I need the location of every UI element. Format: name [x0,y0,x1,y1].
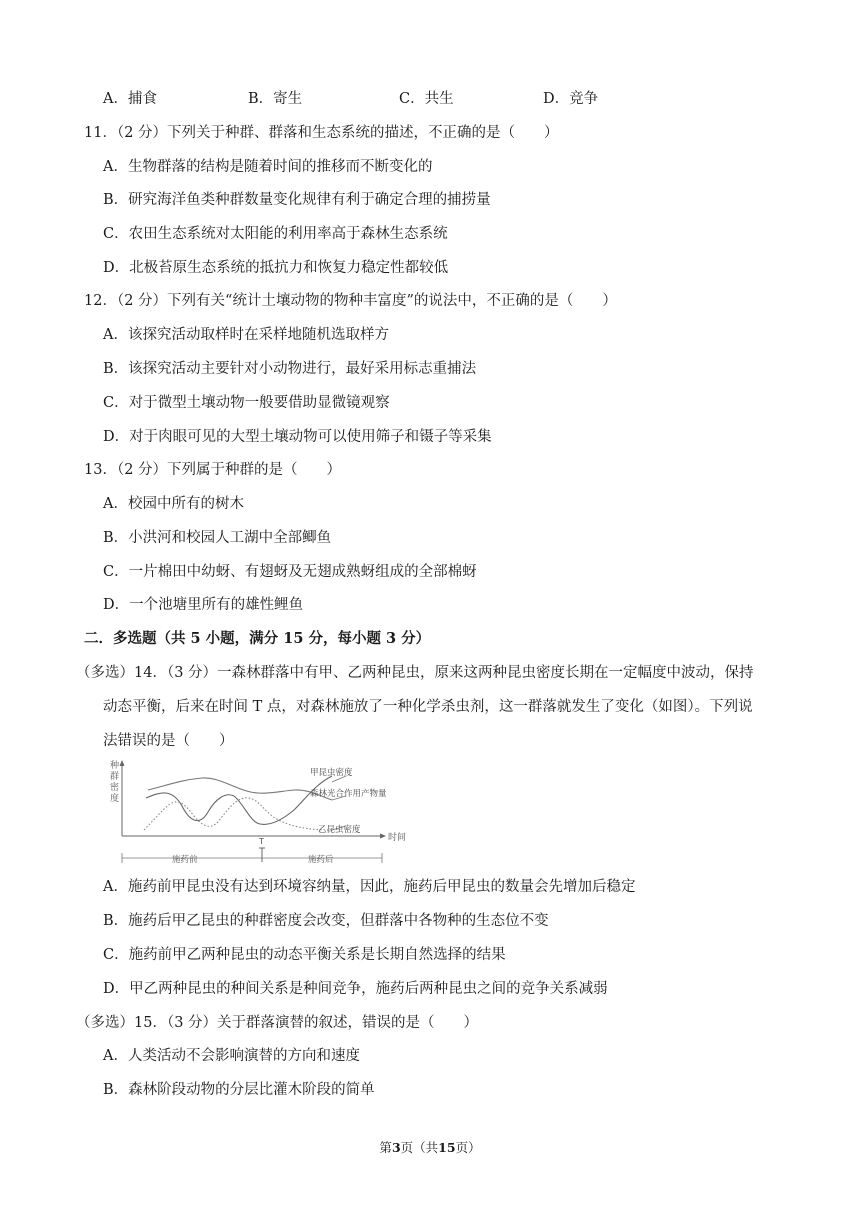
q12-option-c: C．对于微型土壤动物一般要借助显微镜观察 [103,395,390,411]
footer-middle: 页（共 [400,1140,439,1155]
q15-option-a: A．人类活动不会影响演替的方向和速度 [103,1048,360,1064]
label-jia-density: 甲昆虫密度 [310,768,353,778]
label-yi-density: 乙昆虫密度 [318,825,361,835]
q14-option-b: B．施药后甲乙昆虫的种群密度会改变，但群落中各物种的生态位不变 [103,913,549,929]
q12-option-a: A．该探究活动取样时在采样地随机选取样方 [103,327,389,343]
y-axis-label-char: 度 [110,794,120,804]
x-axis-arrow [380,834,386,839]
q12-stem: 12．（2 分）下列有关“统计土壤动物的物种丰富度”的说法中，不正确的是（ ） [84,293,617,309]
q12-option-b: B．该探究活动主要针对小动物进行，最好采用标志重捕法 [103,361,477,377]
q10-option-d: D．竞争 [543,91,599,107]
q10-option-a: A．捕食 [103,91,157,107]
y-axis-label-char: 密 [110,783,120,793]
q15-stem: （多选）15．（3 分）关于群落演替的叙述，错误的是（ ） [76,1015,479,1031]
q13-stem: 13．（2 分）下列属于种群的是（ ） [84,462,342,478]
q13-option-a: A．校园中所有的树木 [103,496,244,512]
q11-option-c: C．农田生态系统对太阳能的利用率高于森林生态系统 [103,226,448,242]
x-axis-label: 时间 [388,833,407,843]
q14-stem-line-3: 法错误的是（ ） [103,733,234,749]
before-label: 施药前 [172,855,198,865]
footer-suffix: 页） [455,1140,481,1155]
y-axis-arrow [120,760,125,766]
y-axis-label-char: 种 [110,761,120,771]
q14-figure-svg [110,760,460,870]
q11-option-d: D．北极苔原生态系统的抵抗力和恢复力稳定性都较低 [103,260,449,276]
q11-option-a: A．生物群落的结构是随着时间的推移而不断变化的 [103,159,433,175]
q15-option-b: B．森林阶段动物的分层比灌木阶段的简单 [103,1082,375,1098]
q10-option-c: C．共生 [399,91,454,107]
section-heading: 二．多选题（共 5 小题，满分 15 分，每小题 3 分） [84,630,431,647]
y-axis-label [110,760,119,804]
after-label: 施药后 [308,855,334,865]
t-label: T [259,837,264,846]
label-forest-production: 森林光合作用产物量 [310,789,387,799]
q14-option-d: D．甲乙两种昆虫的种间关系是种间竞争，施药后两种昆虫之间的竞争关系减弱 [103,981,608,997]
footer-prefix: 第 [379,1140,392,1155]
y-axis-label-char: 群 [110,772,120,782]
q14-stem-line-2: 动态平衡，后来在时间 T 点，对森林施放了一种化学杀虫剂，这一群落就发生了变化（如图）。下列说 [103,699,753,715]
q11-option-b: B．研究海洋鱼类种群数量变化规律有利于确定合理的捕捞量 [103,192,491,208]
q13-option-b: B．小洪河和校园人工湖中全部鲫鱼 [103,530,332,546]
q13-option-d: D．一个池塘里所有的雄性鲤鱼 [103,597,304,613]
footer-page-number: 3 [391,1140,401,1155]
page-footer [0,1139,860,1157]
q14-option-a: A．施药前甲昆虫没有达到环境容纳量，因此，施药后甲昆虫的数量会先增加后稳定 [103,879,636,895]
curve-jia [148,778,332,800]
footer-total-pages: 15 [438,1140,456,1155]
q10-option-b: B．寄生 [248,91,303,107]
q14-figure [110,760,460,870]
curve-yi [144,798,332,830]
q13-option-c: C．一片棉田中幼蚜、有翅蚜及无翅成熟蚜组成的全部棉蚜 [103,564,477,580]
q12-option-d: D．对于肉眼可见的大型土壤动物可以使用筛子和镊子等采集 [103,429,492,445]
q14-stem-line-1: （多选）14．（3 分）一森林群落中有甲、乙两种昆虫，原来这两种昆虫密度长期在一定幅度中波动，保持 [76,665,754,681]
q11-stem: 11．（2 分）下列关于种群、群落和生态系统的描述，不正确的是（ ） [84,125,559,141]
q14-option-c: C．施药前甲乙两种昆虫的动态平衡关系是长期自然选择的结果 [103,947,506,963]
